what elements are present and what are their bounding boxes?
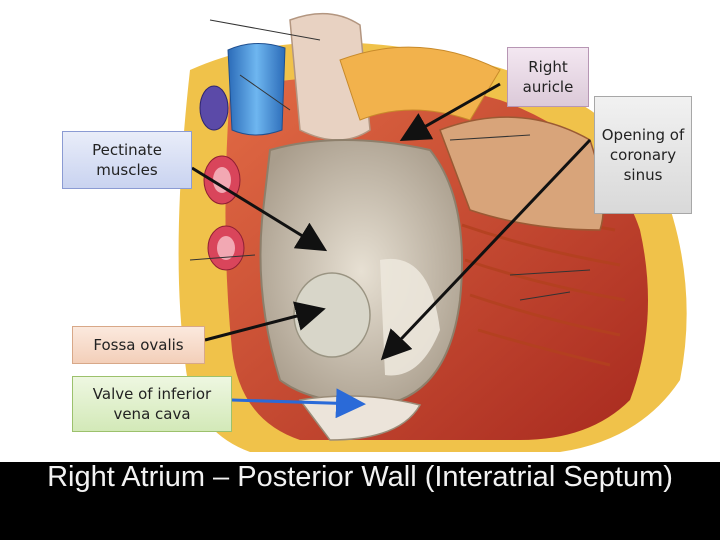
label-pectinate-muscles: Pectinate muscles xyxy=(62,131,192,189)
right-atrium-cavity xyxy=(260,140,462,403)
figure-letter: B xyxy=(10,423,28,450)
superior-vena-cava xyxy=(228,43,285,135)
label-valve-inferior-vena-cava: Valve of inferior vena cava xyxy=(72,376,232,432)
slide-caption: Right Atrium – Posterior Wall (Interatrial Septum) xyxy=(47,461,673,493)
pulmonary-trunk xyxy=(340,47,500,120)
label-fossa-ovalis: Fossa ovalis xyxy=(72,326,205,364)
slide-number: 6 xyxy=(693,422,709,453)
label-right-auricle: Right auricle xyxy=(507,47,589,107)
label-opening-coronary-sinus: Opening of coronary sinus xyxy=(594,96,692,214)
